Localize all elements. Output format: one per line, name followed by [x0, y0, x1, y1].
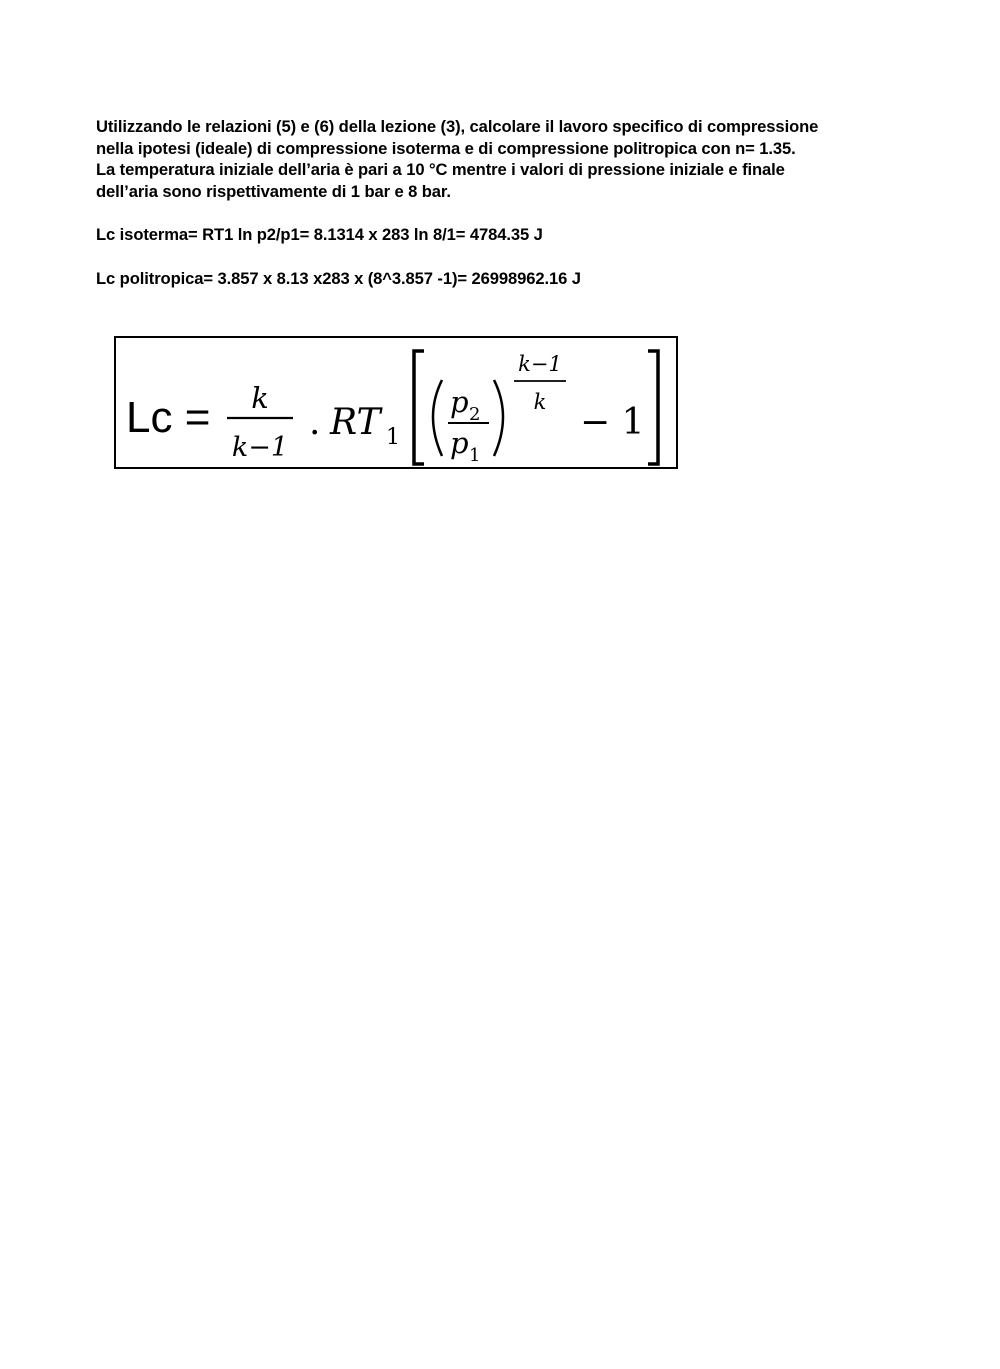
formula-p-denominator: p: [450, 426, 469, 460]
right-bracket: [648, 351, 658, 464]
left-bracket: [414, 351, 424, 464]
formula-exp-denominator: k: [533, 390, 547, 414]
formula-p-numerator: p: [450, 385, 469, 419]
spacer: [96, 202, 926, 224]
problem-line-1: Utilizzando le relazioni (5) e (6) della lezione (3), calcolare il lavoro specifico di compressione: [96, 117, 819, 136]
problem-line-4: dell’aria sono rispettivamente di 1 bar e 8 bar.: [96, 181, 451, 201]
problem-line-2: nella ipotesi (ideale) di compressione isoterma e di compressione politropica con n= 1.35.: [96, 138, 796, 158]
result-politropica: Lc politropica= 3.857 x 8.13 x283 x (8^3.857 -1)= 26998962.16 J: [96, 268, 581, 288]
formula-exp-numerator: k−1: [518, 352, 562, 376]
formula-p-numerator-subscript: 2: [469, 404, 481, 425]
formula-rt: RT: [330, 402, 381, 443]
formula-frac-denominator: k−1: [231, 432, 289, 463]
result-isoterma: Lc isoterma= RT1 ln p2/p1= 8.1314 x 283 ln 8/1= 4784.35 J: [96, 225, 543, 244]
formula-lhs: Lc =: [126, 393, 211, 442]
spacer: [96, 246, 926, 268]
formula-image: [114, 336, 678, 469]
right-paren: [494, 380, 503, 456]
formula-frac-numerator: k: [251, 381, 269, 415]
formula-p-denominator-subscript: 1: [469, 445, 481, 466]
formula-rt-subscript: 1: [386, 425, 400, 450]
left-paren: [433, 380, 442, 456]
problem-line-3: La temperatura iniziale dell’aria è pari a 10 °C mentre i valori di pressione iniziale e finale: [96, 160, 785, 179]
formula-minus-one: − 1: [580, 402, 645, 443]
problem-text: [96, 116, 926, 289]
formula-svg: [116, 338, 676, 467]
formula-dot: .: [309, 402, 321, 443]
